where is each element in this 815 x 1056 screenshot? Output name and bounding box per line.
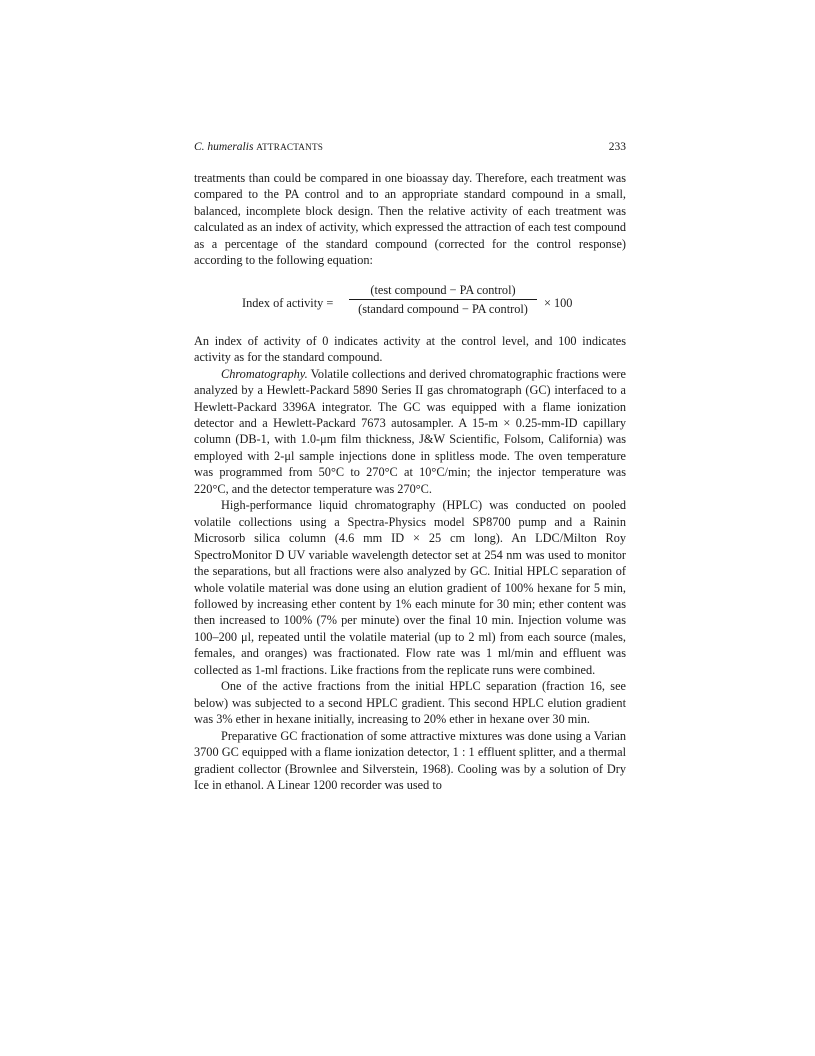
running-title-rest: ATTRACTANTS bbox=[256, 142, 324, 152]
paragraph-2: An index of activity of 0 indicates activity at the control level, and 100 indicates activity as for the standard compound. bbox=[194, 333, 626, 365]
equation-fraction bbox=[347, 282, 539, 318]
running-header bbox=[194, 141, 626, 157]
equation-multiplier: × 100 bbox=[544, 295, 573, 310]
species-name: C. humeralis bbox=[194, 141, 254, 153]
body-text bbox=[194, 170, 626, 793]
paragraph-hplc: High-performance liquid chromatography (HPLC) was conducted on pooled volatile collections using a Spectra-Physics model SP8700 pump and a Rainin Microsorb silica column (4.6 mm ID × 25 cm long). An LDC/Milton Roy SpectroMonitor D UV variable wavelength detector set at 254 nm was used to monitor the separations, but all fractions were also analyzed by GC. Initial HPLC separation of whole volatile material was done using an elution gradient of 100% hexane for 5 min, followed by increasing ether content by 1% each minute for 30 min; ether content was then increased to 100% (7% per minute) over the final 10 min. Injection volume was 100–200 μl, repeated until the volatile material (up to 2 ml) from each source (males, females, and oranges) was fractionated. Flow rate was 1 ml/min and effluent was collected as 1-ml fractions. Like fractions from the replicate runs were combined. bbox=[194, 498, 626, 677]
paragraph-1: treatments than could be compared in one bioassay day. Therefore, each treatment was compared to the PA control and to an appropriate standard compound in a small, balanced, incomplete block design. Then the relative activity of each treatment was calculated as an index of activity, which expressed the attraction of each test compound as a percentage of the standard compound (corrected for the control response) according to the following equation: bbox=[194, 171, 626, 268]
running-title bbox=[194, 141, 323, 153]
equation-label: Index of activity = bbox=[242, 295, 334, 310]
page-number: 233 bbox=[608, 141, 626, 153]
paragraph-second-hplc: One of the active fractions from the initial HPLC separation (fraction 16, see below) was subjected to a second HPLC gradient. This second HPLC elution gradient was 3% ether in hexane initially, increasing to 20% ether in hexane over 30 min. bbox=[194, 679, 626, 727]
index-of-activity-equation bbox=[194, 282, 626, 324]
paragraph-chromatography bbox=[194, 366, 626, 498]
paragraph-preparative-gc: Preparative GC fractionation of some attractive mixtures was done using a Varian 3700 GC equipped with a flame ionization detector, 1 : 1 effluent splitter, and a thermal gradient collector (Brownlee and Silverstein, 1968). Cooling was by a solution of Dry Ice in ethanol. A Linear 1200 recorder was used to bbox=[194, 728, 626, 792]
equation-numerator: (test compound − PA control) bbox=[370, 282, 516, 297]
section-lead-chromatography: Chromatography. bbox=[221, 366, 308, 381]
equation-denominator: (standard compound − PA control) bbox=[358, 302, 528, 317]
paragraph-chromatography-text: Volatile collections and derived chromatographic fractions were analyzed by a Hewlett-Packard 5890 Series II gas chromatograph (GC) interfaced to a Hewlett-Packard 3396A integrator. The GC was equipped with a flame ionization detector and a Hewlett-Packard 7673 autosampler. A 15-m × 0.25-mm-ID capillary column (DB-1, with 1.0-μm film thickness, J&W Scientific, Folsom, California) was employed with 2-μl sample injections done in splitless mode. The oven temperature was programmed from 50°C to 270°C at 10°C/min; the injector temperature was 220°C, and the detector temperature was 270°C. bbox=[194, 366, 626, 496]
